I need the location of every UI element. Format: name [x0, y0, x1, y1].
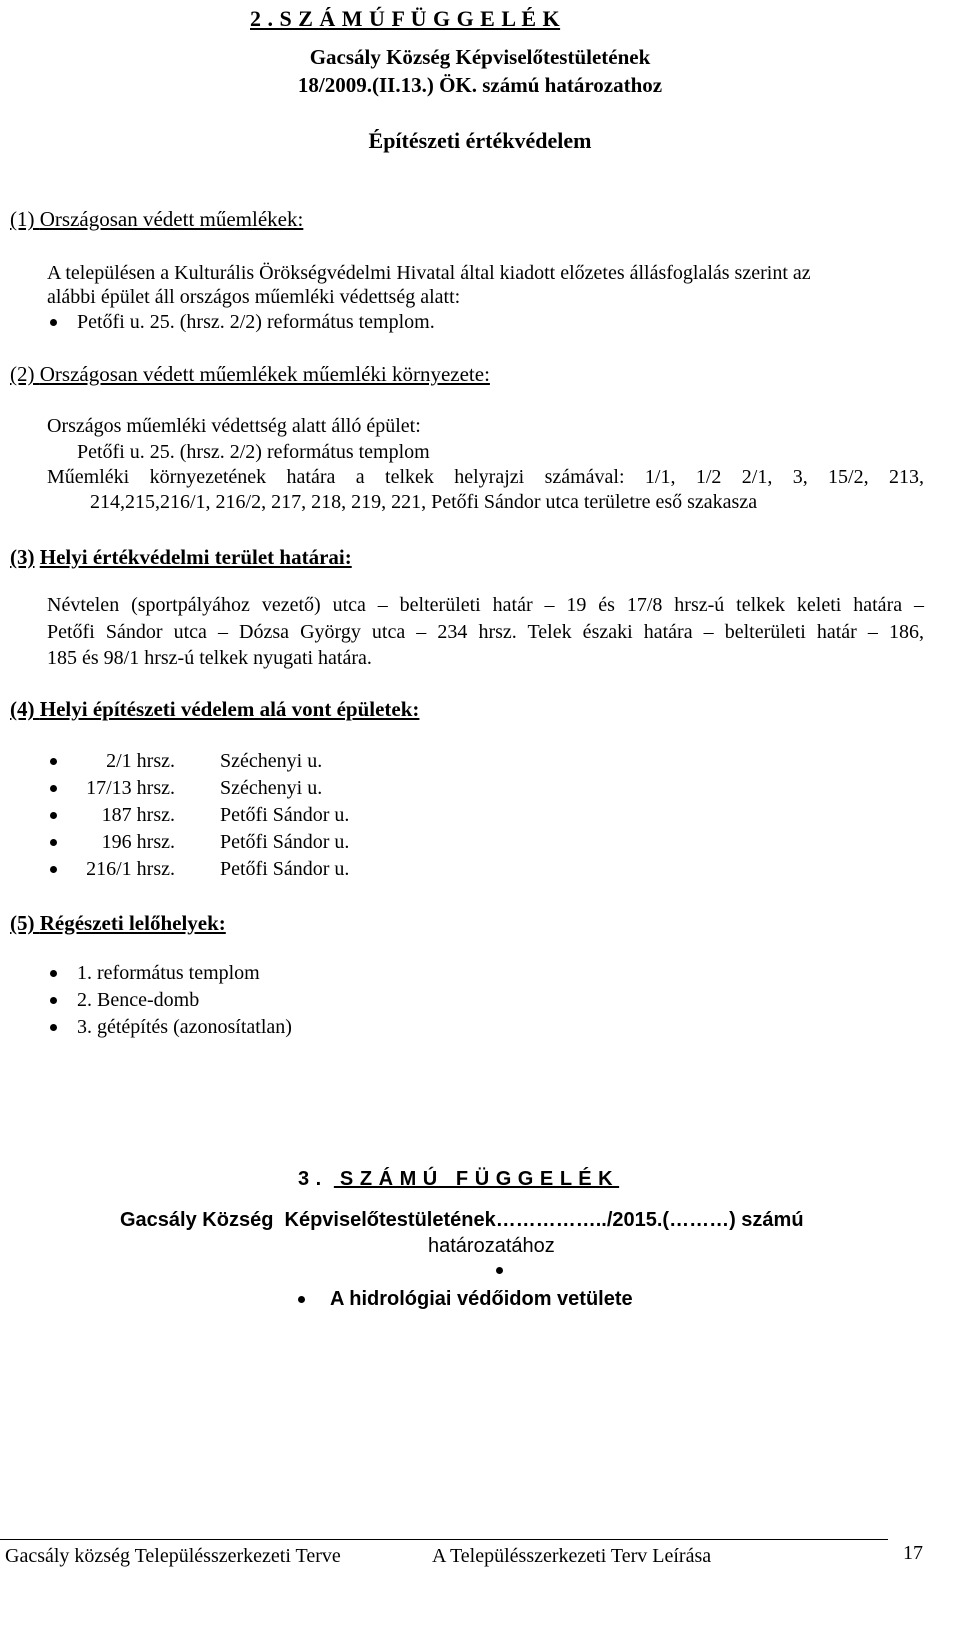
- hrsz-value: 17/13 hrsz.: [86, 777, 175, 799]
- bullet-icon: [50, 1024, 57, 1031]
- street-value: Széchenyi u.: [220, 777, 323, 799]
- street-value: Petőfi Sándor u.: [220, 831, 350, 853]
- bullet-icon: [50, 997, 57, 1004]
- section3-line2: Petőfi Sándor utca – Dózsa György utca – 234 hrsz. Telek északi határa – belterületi határ – 186,: [47, 621, 924, 643]
- section1-heading: [10, 207, 303, 232]
- appendix2-title: 2 . S Z Á M Ú F Ü G G E L É K: [250, 6, 561, 31]
- bullet-icon: [50, 758, 57, 765]
- section2-line3: Műemléki környezetének határa a telkek helyrajzi számával: 1/1, 1/2 2/1, 3, 15/2, 213,: [47, 466, 924, 488]
- section2-number: (2): [10, 362, 35, 386]
- appendix3-title-main: S Z Á M Ú F Ü G G E L É K: [333, 1168, 620, 1190]
- section1-bullet: Petőfi u. 25. (hrsz. 2/2) református templom.: [77, 311, 435, 333]
- bullet-icon: [298, 1296, 305, 1303]
- bullet-icon: [496, 1267, 503, 1274]
- appendix3-org-line-text: Gacsály Község Képviselőtestületének……………../2015.(………) számú: [120, 1209, 804, 1231]
- appendix2-org-line: Gacsály Község Képviselőtestületének: [309, 45, 651, 69]
- hrsz-value: 196 hrsz.: [101, 831, 175, 853]
- list-item: 1. református templom: [77, 962, 260, 984]
- footer-left: Gacsály község Településszerkezeti Terve: [5, 1545, 341, 1567]
- section1-text-line2: alábbi épület áll országos műemléki védettség alatt:: [47, 286, 461, 308]
- section1-text-line1: A településen a Kulturális Örökségvédelmi Hivatal által kiadott előzetes állásfoglalás szerint az: [47, 262, 811, 284]
- hrsz-value: 187 hrsz.: [101, 804, 175, 826]
- hrsz-value: 2/1 hrsz.: [106, 750, 175, 772]
- bullet-icon: [50, 812, 57, 819]
- section4-number: (4): [10, 697, 35, 721]
- footer-page-number: 17: [903, 1542, 923, 1564]
- section3-line3: 185 és 98/1 hrsz-ú telkek nyugati határa.: [47, 647, 372, 669]
- section2-title: Országosan védett műemlékek műemléki környezete:: [39, 362, 490, 386]
- section5-heading: [10, 911, 226, 936]
- appendix3-title: [298, 1168, 619, 1191]
- bullet-icon: [50, 319, 57, 326]
- section2-line1: Országos műemléki védettség alatt álló épület:: [47, 415, 421, 437]
- appendix2-decision-line: 18/2009.(II.13.) ÖK. számú határozathoz: [297, 73, 663, 97]
- section2-line2: Petőfi u. 25. (hrsz. 2/2) református templom: [77, 441, 430, 463]
- section5-title: Régészeti lelőhelyek:: [39, 911, 226, 935]
- street-value: Petőfi Sándor u.: [220, 858, 350, 880]
- appendix3-bullet-heading: A hidrológiai védőidom vetülete: [330, 1288, 633, 1310]
- section2-line4: 214,215,216/1, 216/2, 217, 218, 219, 221, Petőfi Sándor utca területre eső szakasza: [90, 491, 758, 513]
- section3-title: Helyi értékvédelmi terület határai:: [39, 545, 352, 569]
- section3-number: (3): [10, 545, 35, 569]
- section4-heading: [10, 697, 419, 722]
- list-item: 2. Bence-domb: [77, 989, 200, 1011]
- section3-line1: Névtelen (sportpályához vezető) utca – belterületi határ – 19 és 17/8 hrsz-ú telkek keleti határa –: [47, 594, 924, 616]
- appendix3-title-prefix: 3 .: [298, 1168, 334, 1190]
- bullet-icon: [50, 839, 57, 846]
- section4-title: Helyi építészeti védelem alá vont épületek:: [39, 697, 420, 721]
- bullet-icon: [50, 785, 57, 792]
- street-value: Petőfi Sándor u.: [220, 804, 350, 826]
- section1-number: (1): [10, 207, 35, 231]
- footer-divider: [0, 1539, 888, 1540]
- section3-heading: [10, 545, 352, 570]
- list-item: 3. gétépítés (azonosítatlan): [77, 1016, 292, 1038]
- hrsz-value: 216/1 hrsz.: [86, 858, 175, 880]
- bullet-icon: [50, 970, 57, 977]
- section2-heading: [10, 362, 490, 387]
- street-value: Széchenyi u.: [220, 750, 323, 772]
- appendix3-decision-line: határozatához: [428, 1235, 555, 1257]
- appendix2-subject: Építészeti értékvédelem: [368, 128, 592, 153]
- bullet-icon: [50, 866, 57, 873]
- appendix3-org-line: [120, 1209, 804, 1232]
- section1-title: Országosan védett műemlékek:: [39, 207, 304, 231]
- section5-number: (5): [10, 911, 35, 935]
- footer-center: A Településszerkezeti Terv Leírása: [432, 1545, 712, 1567]
